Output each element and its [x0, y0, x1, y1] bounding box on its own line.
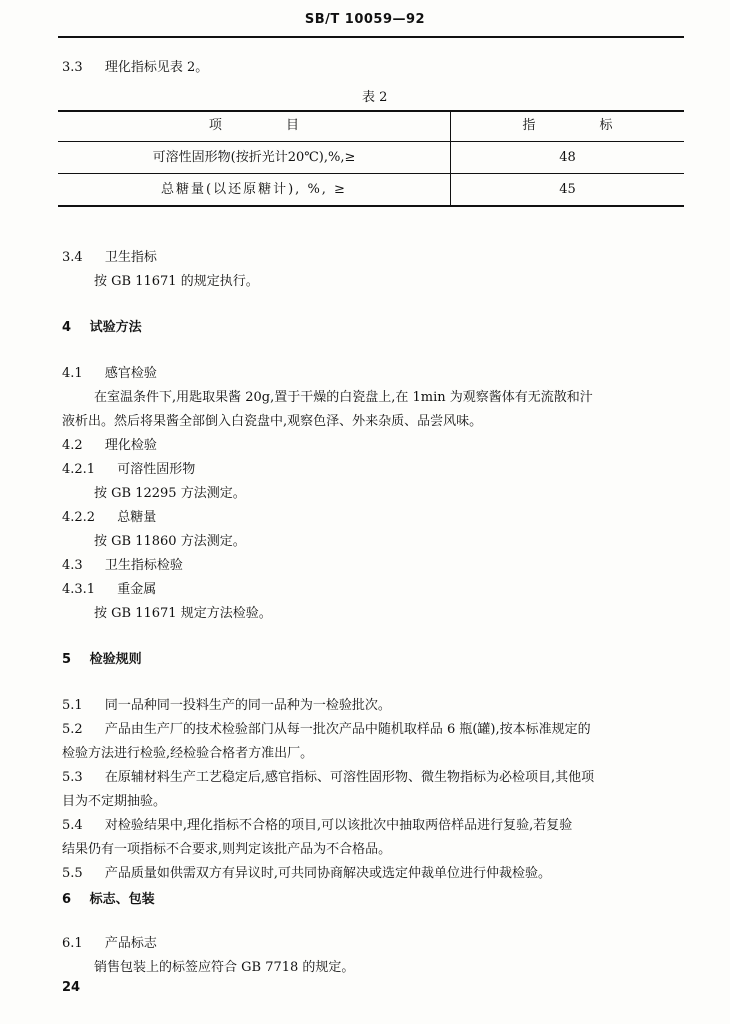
section-number: 4.3	[62, 558, 83, 573]
section-title: 标志、包装	[89, 892, 155, 907]
section-5-3	[62, 770, 594, 786]
section-number: 5.4	[62, 818, 83, 833]
section-number: 4.2.2	[62, 510, 96, 525]
section-5-2	[62, 722, 591, 738]
section-text: 在原辅材料生产工艺稳定后,感官指标、可溶性固形物、微生物指标为必检项目,其他项	[104, 770, 595, 785]
section-text: 产品质量如供需双方有异议时,可共同协商解决或选定仲裁单位进行仲裁检验。	[104, 866, 551, 881]
section-title: 检验规则	[89, 652, 142, 667]
table-row-1-item: 可溶性固形物(按折光计20℃),%,≥	[152, 150, 356, 165]
table-head-rule	[58, 141, 684, 142]
section-5-3-line-2: 目为不定期抽验。	[62, 794, 167, 809]
section-title: 总糖量	[117, 510, 157, 525]
section-number: 6	[62, 892, 72, 907]
section-title: 理化检验	[104, 438, 157, 453]
section-number: 3.3	[62, 60, 83, 75]
section-5-4	[62, 818, 572, 834]
section-3-3	[62, 60, 208, 76]
section-3-4-text: 按 GB 11671 的规定执行。	[94, 274, 259, 289]
section-number: 5.5	[62, 866, 83, 881]
section-title: 卫生指标	[104, 250, 157, 265]
index-table	[58, 110, 684, 206]
section-text: 理化指标见表 2。	[104, 60, 209, 75]
table-head-item: 项 目	[208, 118, 330, 133]
table-head-index: 指 标	[522, 118, 643, 133]
section-4-2-1	[62, 462, 195, 478]
section-text: 产品由生产厂的技术检验部门从每一批次产品中随机取样品 6 瓶(罐),按本标准规定的	[104, 722, 591, 737]
section-5	[62, 652, 142, 668]
section-number: 5.3	[62, 770, 83, 785]
table-row-2-item: 总糖量(以还原糖计), %, ≥	[161, 182, 347, 197]
table-row-2-value: 45	[559, 182, 576, 197]
document-code: SB/T 10059—92	[304, 12, 426, 27]
section-4-2-2-text: 按 GB 11860 方法测定。	[94, 534, 246, 549]
section-3-4	[62, 250, 157, 266]
table-row-rule	[58, 173, 684, 174]
section-number: 3.4	[62, 250, 83, 265]
section-number: 5.2	[62, 722, 83, 737]
section-6	[62, 892, 155, 908]
section-4-1-p2: 液析出。然后将果酱全部倒入白瓷盘中,观察色泽、外来杂质、品尝风味。	[62, 414, 483, 429]
table-caption: 表 2	[362, 90, 388, 105]
section-number: 4.2	[62, 438, 83, 453]
section-number: 4.3.1	[62, 582, 96, 597]
section-number: 4.2.1	[62, 462, 96, 477]
section-4	[62, 320, 142, 336]
section-number: 4	[62, 320, 72, 335]
section-title: 产品标志	[104, 936, 157, 951]
section-title: 感官检验	[104, 366, 157, 381]
table-bottom-rule	[58, 205, 684, 207]
table-row-1-value: 48	[559, 150, 576, 165]
section-4-2-1-text: 按 GB 12295 方法测定。	[94, 486, 246, 501]
section-4-2-2	[62, 510, 156, 526]
section-title: 可溶性固形物	[117, 462, 196, 477]
section-4-3-1	[62, 582, 156, 598]
section-text: 同一品种同一投料生产的同一品种为一检验批次。	[104, 698, 391, 713]
header-rule	[58, 36, 684, 38]
section-4-3-1-text: 按 GB 11671 规定方法检验。	[94, 606, 272, 621]
section-5-5	[62, 866, 551, 882]
section-4-1	[62, 366, 157, 382]
section-title: 试验方法	[89, 320, 142, 335]
section-title: 重金属	[117, 582, 157, 597]
section-6-1	[62, 936, 157, 952]
section-5-1	[62, 698, 391, 714]
section-4-3	[62, 558, 183, 574]
section-4-2	[62, 438, 157, 454]
section-number: 5	[62, 652, 72, 667]
section-4-1-p1: 在室温条件下,用匙取果酱 20g,置于干燥的白瓷盘上,在 1min 为观察酱体有无流散和汁	[94, 390, 593, 405]
page-number: 24	[62, 980, 81, 995]
section-5-2-line-2: 检验方法进行检验,经检验合格者方准出厂。	[62, 746, 314, 761]
section-5-4-line-2: 结果仍有一项指标不合要求,则判定该批产品为不合格品。	[62, 842, 392, 857]
section-title: 卫生指标检验	[104, 558, 183, 573]
section-number: 5.1	[62, 698, 83, 713]
section-6-1-text: 销售包装上的标签应符合 GB 7718 的规定。	[94, 960, 355, 975]
section-text: 对检验结果中,理化指标不合格的项目,可以该批次中抽取两倍样品进行复验,若复验	[104, 818, 573, 833]
table-top-rule	[58, 110, 684, 112]
section-number: 4.1	[62, 366, 83, 381]
section-number: 6.1	[62, 936, 83, 951]
